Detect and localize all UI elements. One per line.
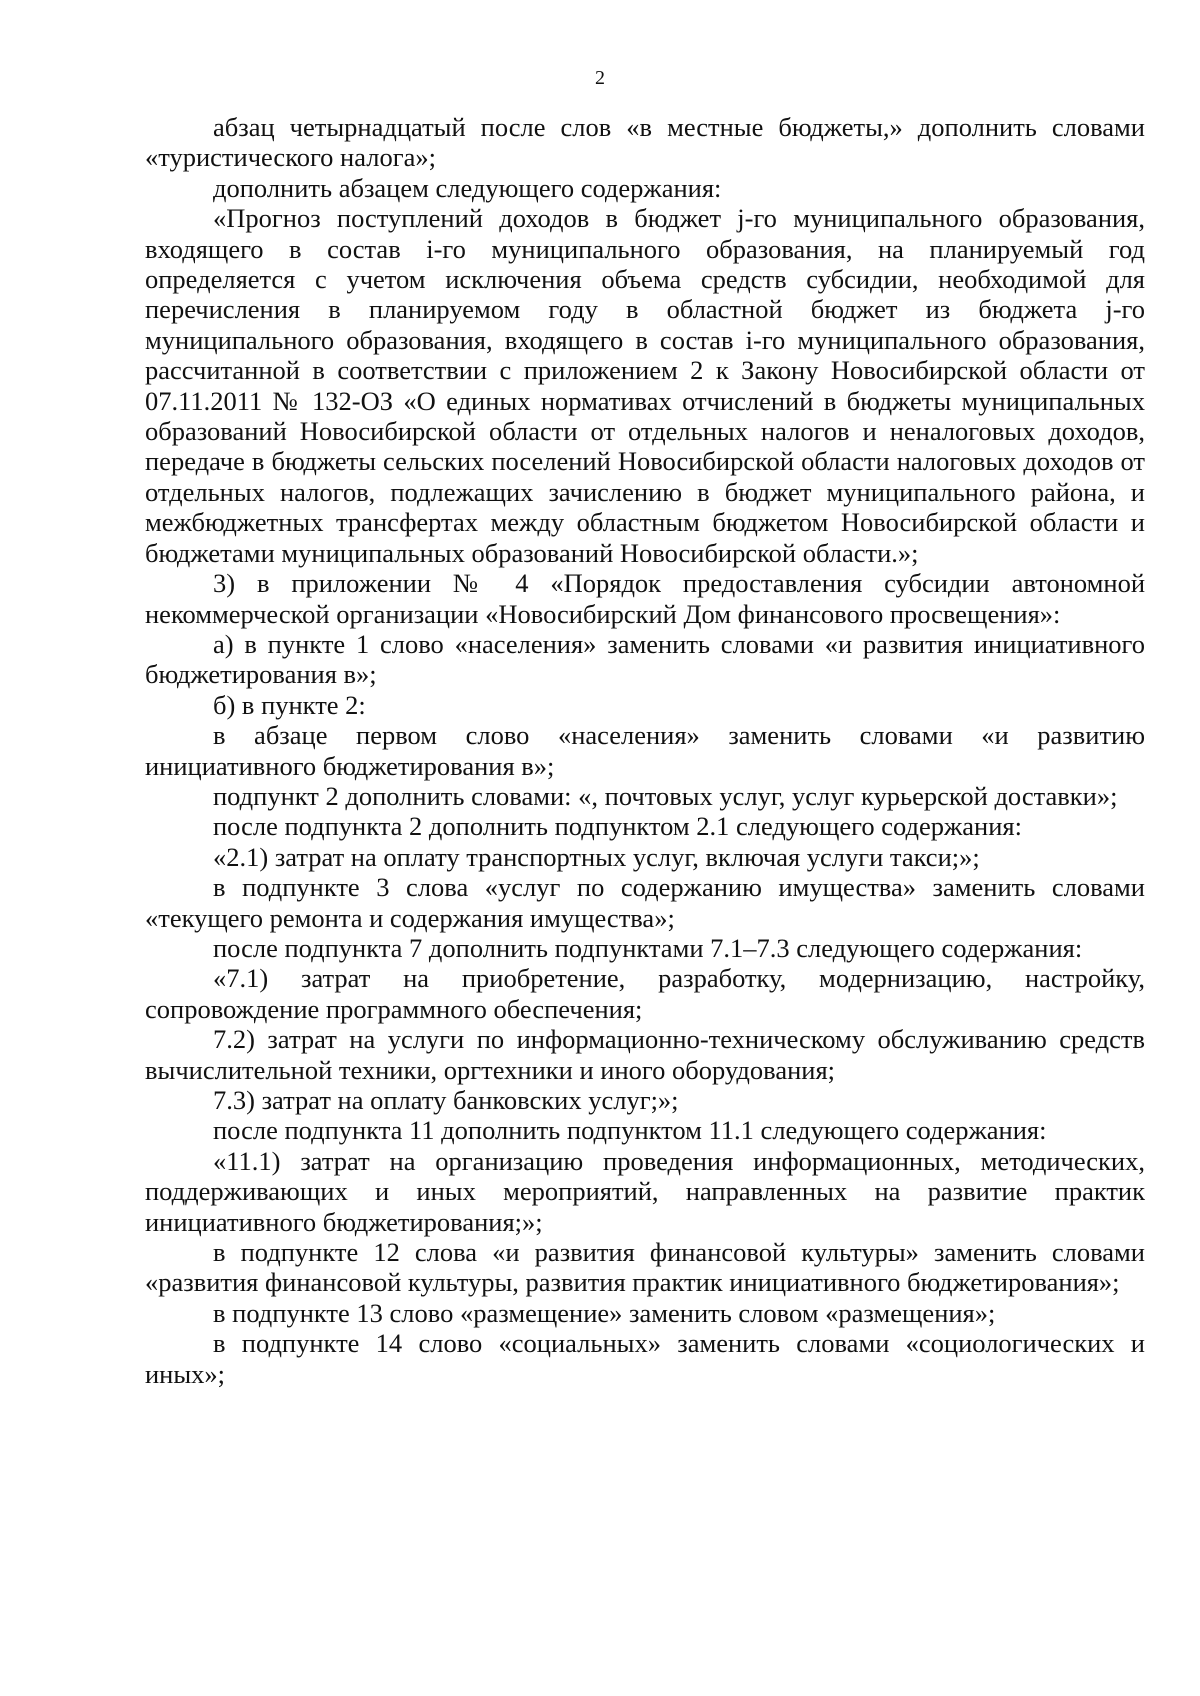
paragraph: в абзаце первом слово «населения» заменить словами «и развитию инициативного бюджетирования в»;	[145, 720, 1145, 781]
paragraph: б) в пункте 2:	[213, 689, 366, 720]
page-number: 2	[595, 67, 605, 89]
document-body	[145, 112, 1145, 1389]
paragraph: 7.3) затрат на оплату банковских услуг;»;	[213, 1085, 679, 1115]
paragraph: в подпункте 14 слово «социальных» заменить словами «социологических и иных»;	[145, 1328, 1145, 1389]
paragraph: а) в пункте 1 слово «населения» заменить словами «и развития инициативного бюджетирования в»;	[145, 628, 1145, 690]
paragraph: после подпункта 11 дополнить подпунктом 11.1 следующего содержания:	[213, 1115, 1047, 1146]
paragraph: в подпункте 12 слова «и развития финансовой культуры» заменить словами «развития финансовой культуры, развития практик инициативного бюджетирования»;	[145, 1237, 1145, 1298]
paragraph: после подпункта 2 дополнить подпунктом 2.1 следующего содержания:	[213, 811, 1022, 842]
paragraph: дополнить абзацем следующего содержания:	[213, 172, 722, 203]
paragraph: подпункт 2 дополнить словами: «, почтовых услуг, услуг курьерской доставки»;	[213, 780, 1118, 811]
paragraph: после подпункта 7 дополнить подпунктами 7.1–7.3 следующего содержания:	[213, 932, 1083, 963]
paragraph: 3) в приложении № 4 «Порядок предоставления субсидии автономной некоммерческой организации «Новосибирский Дом финансового просвещения»:	[145, 568, 1145, 629]
paragraph: абзац четырнадцатый после слов «в местные бюджеты,» дополнить словами «туристического налога»;	[145, 112, 1145, 173]
paragraph: «Прогноз поступлений доходов в бюджет j-го муниципального образования, входящего в состав i-го муниципального образования, на планируемый год определяется с учетом исключения объема средств субсидии, необходимой для перечисления в планируемом году в областной бюджет из бюджета j-го муниципального образования, входящего в состав i-го муниципального образования, рассчитанной в соответствии с приложением 2 к Закону Новосибирской области от 07.11.2011 № 132-ОЗ «О единых нормативах отчислений в бюджеты муниципальных образований Новосибирской области от отдельных налогов и неналоговых доходов, передаче в бюджеты сельских поселений Новосибирской области налоговых доходов от отдельных налогов, подлежащих зачислению в бюджет муниципального района, и межбюджетных трансфертах между областным бюджетом Новосибирской области и бюджетами муниципальных образований Новосибирской области.»;	[145, 203, 1145, 568]
paragraph: «2.1) затрат на оплату транспортных услуг, включая услуги такси;»;	[213, 841, 980, 872]
paragraph: «7.1) затрат на приобретение, разработку, модернизацию, настройку, сопровождение программного обеспечения;	[145, 963, 1145, 1024]
paragraph: 7.2) затрат на услуги по информационно-техническому обслуживанию средств вычислительной техники, оргтехники и иного оборудования;	[145, 1024, 1145, 1085]
paragraph: «11.1) затрат на организацию проведения информационных, методических, поддерживающих и иных мероприятий, направленных на развитие практик инициативного бюджетирования;»;	[145, 1145, 1145, 1237]
paragraph: в подпункте 3 слова «услуг по содержанию имущества» заменить словами «текущего ремонта и содержания имущества»;	[145, 872, 1145, 933]
paragraph: в подпункте 13 слово «размещение» заменить словом «размещения»;	[213, 1297, 996, 1328]
